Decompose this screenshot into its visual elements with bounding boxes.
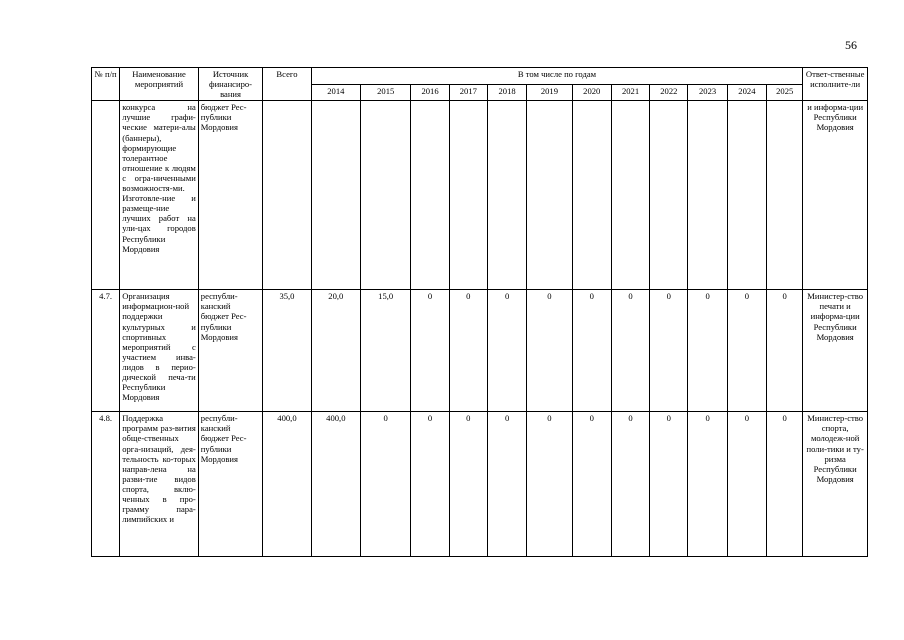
row-year-value: 0 xyxy=(411,290,449,412)
header-year: 2018 xyxy=(487,84,526,101)
row-year-value: 15,0 xyxy=(361,290,411,412)
row-total xyxy=(263,101,311,290)
header-year: 2019 xyxy=(527,84,572,101)
header-year: 2014 xyxy=(311,84,360,101)
row-number: 4.8. xyxy=(92,412,120,557)
header-row-top xyxy=(92,68,868,85)
row-year-value xyxy=(449,101,487,290)
row-year-value: 0 xyxy=(611,290,649,412)
table-row xyxy=(92,412,868,557)
row-year-value: 0 xyxy=(611,412,649,557)
header-year: 2020 xyxy=(572,84,611,101)
row-activity-name: конкурса на лучшие графи-ческие матери-алы (баннеры), формирующие толерантное отношение к людям с огра-ниченными возможностя-ми. Изготовле-ние и размеще-ние лучших работ на ули-цах городов Республики Мордовия xyxy=(120,101,199,290)
header-year: 2016 xyxy=(411,84,449,101)
program-table xyxy=(91,67,868,557)
row-activity-name: Организация информацион-ной поддержки культурных и спортивных мероприятий с участием инва-лидов в перио-дической печа-ти Республики Мордовия xyxy=(120,290,199,412)
row-year-value: 0 xyxy=(487,412,526,557)
row-year-value: 0 xyxy=(650,412,688,557)
row-year-value xyxy=(727,101,766,290)
row-funding-source: республи-канский бюджет Рес-публики Мордовия xyxy=(198,412,262,557)
header-year: 2021 xyxy=(611,84,649,101)
header-name: Наименование мероприятий xyxy=(120,68,199,101)
header-year: 2024 xyxy=(727,84,766,101)
row-year-value: 20,0 xyxy=(311,290,360,412)
header-num: № п/п xyxy=(92,68,120,101)
row-year-value: 0 xyxy=(487,290,526,412)
row-year-value: 0 xyxy=(688,412,727,557)
header-responsible: Ответ-ственные исполните-ли xyxy=(803,68,868,101)
row-year-value xyxy=(311,101,360,290)
row-year-value: 0 xyxy=(767,290,803,412)
header-source: Источник финансиро-вания xyxy=(198,68,262,101)
row-funding-source: бюджет Рес-публики Мордовия xyxy=(198,101,262,290)
table-row xyxy=(92,101,868,290)
row-year-value: 0 xyxy=(572,290,611,412)
row-responsible: и информа-ции Республики Мордовия xyxy=(803,101,868,290)
row-year-value xyxy=(411,101,449,290)
row-year-value: 0 xyxy=(449,290,487,412)
row-year-value: 0 xyxy=(688,290,727,412)
row-number: 4.7. xyxy=(92,290,120,412)
header-year: 2023 xyxy=(688,84,727,101)
row-year-value xyxy=(361,101,411,290)
row-year-value xyxy=(487,101,526,290)
row-year-value xyxy=(572,101,611,290)
header-year: 2022 xyxy=(650,84,688,101)
row-year-value xyxy=(527,101,572,290)
row-year-value xyxy=(688,101,727,290)
row-number xyxy=(92,101,120,290)
row-year-value xyxy=(650,101,688,290)
row-year-value: 0 xyxy=(727,290,766,412)
row-year-value: 400,0 xyxy=(311,412,360,557)
page-number: 56 xyxy=(845,38,857,52)
header-total: Всего xyxy=(263,68,311,101)
row-total: 35,0 xyxy=(263,290,311,412)
row-year-value xyxy=(767,101,803,290)
header-year: 2017 xyxy=(449,84,487,101)
row-year-value: 0 xyxy=(527,290,572,412)
row-year-value: 0 xyxy=(572,412,611,557)
row-year-value: 0 xyxy=(361,412,411,557)
row-responsible: Министер-ство печати и информа-ции Республики Мордовия xyxy=(803,290,868,412)
row-year-value: 0 xyxy=(767,412,803,557)
row-activity-name: Поддержка программ раз-вития обще-ственных орга-низаций, дея-тельность ко-торых направ-лена на разви-тие видов спорта, вклю-ченных в про-грамму пара-лимпийских и xyxy=(120,412,199,557)
header-year: 2025 xyxy=(767,84,803,101)
header-year: 2015 xyxy=(361,84,411,101)
row-year-value xyxy=(611,101,649,290)
row-year-value: 0 xyxy=(411,412,449,557)
row-total: 400,0 xyxy=(263,412,311,557)
row-year-value: 0 xyxy=(449,412,487,557)
row-year-value: 0 xyxy=(650,290,688,412)
header-years-group: В том числе по годам xyxy=(311,68,803,85)
table-row xyxy=(92,290,868,412)
row-year-value: 0 xyxy=(727,412,766,557)
row-funding-source: республи-канский бюджет Рес-публики Мордовия xyxy=(198,290,262,412)
row-year-value: 0 xyxy=(527,412,572,557)
row-responsible: Министер-ство спорта, молодеж-ной поли-тики и ту-ризма Республики Мордовия xyxy=(803,412,868,557)
